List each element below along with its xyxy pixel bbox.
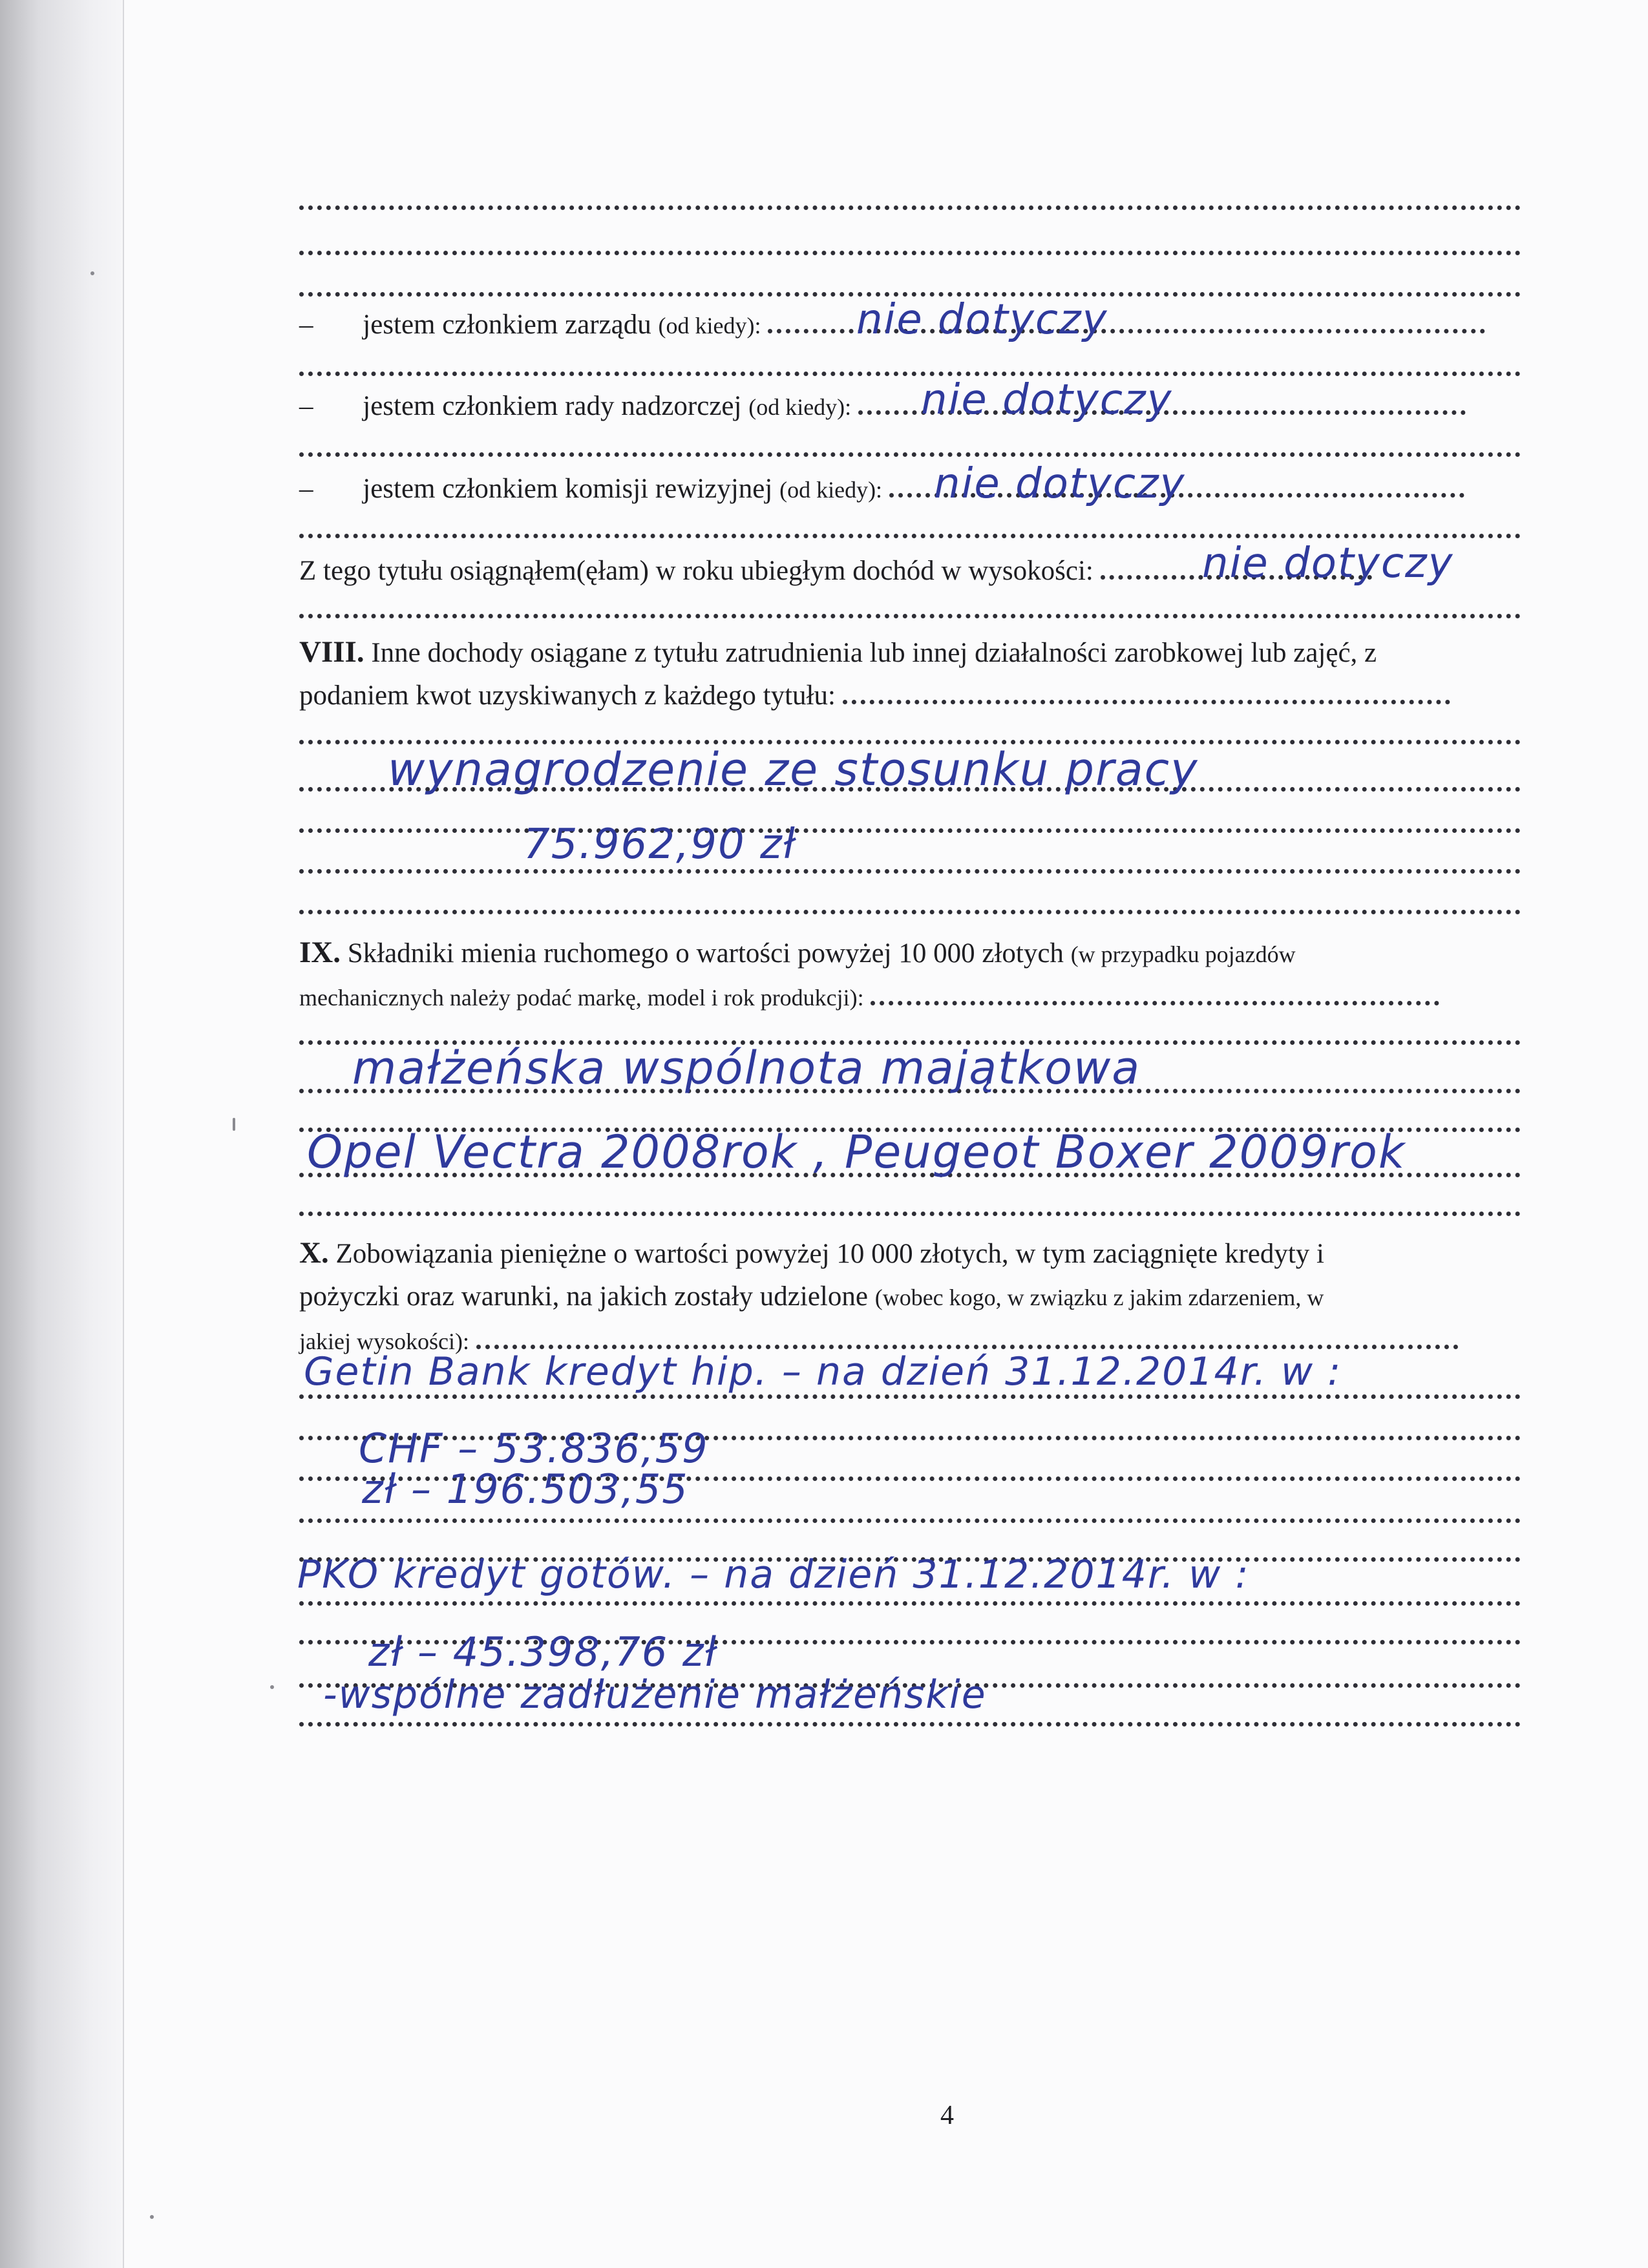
section-x-text2: pożyczki oraz warunki, na jakich zostały udzielone xyxy=(299,1281,868,1312)
handwritten-audit-answer: nie dotyczy xyxy=(934,460,1186,508)
dash: – xyxy=(299,474,313,504)
section-ix-line1 xyxy=(299,934,1521,973)
section-viii-text1: Inne dochody osiągane z tytułu zatrudnienia lub innej działalności zarobkowej lub zajęć, z xyxy=(371,638,1377,668)
board-audit-row xyxy=(299,470,1521,509)
section-ix-line2 xyxy=(299,978,1521,1016)
dotted-line xyxy=(299,205,1521,210)
section-x-line1 xyxy=(299,1234,1521,1273)
section-x-number: X. xyxy=(299,1236,329,1270)
dotted-line xyxy=(299,1518,1521,1523)
handwritten-management-answer: nie dotyczy xyxy=(856,296,1108,344)
handwritten-x-answer4: PKO kredyt gotów. – na dzień 31.12.2014r. w : xyxy=(297,1552,1250,1597)
management-label: jestem członkiem zarządu xyxy=(363,310,651,340)
dotted-line xyxy=(299,1722,1521,1727)
section-viii-text2: podaniem kwot uzyskiwanych z każdego tytułu: xyxy=(299,680,836,711)
dotted-line xyxy=(299,452,1521,457)
section-viii-line2 xyxy=(299,677,1521,715)
section-ix-text2: mechanicznych należy podać markę, model i rok produkcji): xyxy=(299,985,864,1011)
section-ix-number: IX. xyxy=(299,936,341,969)
income-label: Z tego tytułu osiągnąłem(ęłam) w roku ubiegłym dochód w wysokości: xyxy=(299,556,1093,586)
dotted-line xyxy=(299,869,1521,874)
handwritten-ix-answer1: małżeńska wspólnota majątkowa xyxy=(352,1042,1141,1095)
handwritten-x-answer6: -wspólne zadłużenie małżeńskie xyxy=(323,1672,987,1717)
scan-speck xyxy=(233,1118,235,1131)
management-note: (od kiedy): xyxy=(658,313,761,339)
section-ix-text1-small: (w przypadku pojazdów xyxy=(1070,941,1296,967)
scan-speck xyxy=(90,271,94,275)
dash: – xyxy=(299,310,313,340)
dotted-line xyxy=(299,1601,1521,1606)
handwritten-ix-answer2: Opel Vectra 2008rok , Peugeot Boxer 2009rok xyxy=(307,1126,1406,1179)
section-x-text2-small: (wobec kogo, w związku z jakim zdarzeniem, w xyxy=(874,1285,1324,1310)
audit-note: (od kiedy): xyxy=(779,477,883,503)
section-x-line2 xyxy=(299,1278,1521,1316)
dotted-line xyxy=(299,1212,1521,1216)
handwritten-supervisory-answer: nie dotyczy xyxy=(921,376,1173,424)
section-x-text3: jakiej wysokości): xyxy=(299,1328,469,1354)
section-viii-line1 xyxy=(299,633,1521,672)
dotted-line xyxy=(299,372,1521,376)
handwritten-viii-answer1: wynagrodzenie ze stosunku pracy xyxy=(388,743,1199,796)
board-supervisory-row xyxy=(299,388,1521,426)
section-viii-number: VIII. xyxy=(299,635,364,669)
scan-speck xyxy=(150,2215,154,2219)
handwritten-x-answer1: Getin Bank kredyt hip. – na dzień 31.12.2014r. w : xyxy=(304,1349,1342,1394)
dotted-line xyxy=(299,910,1521,914)
handwritten-income-answer: nie dotyczy xyxy=(1202,540,1454,587)
dotted-line xyxy=(299,251,1521,255)
section-ix-text1: Składniki mienia ruchomego o wartości powyżej 10 000 złotych xyxy=(347,938,1064,969)
handwritten-x-answer3: zł – 196.503,55 xyxy=(362,1465,689,1513)
section-x-text1: Zobowiązania pieniężne o wartości powyżej 10 000 złotych, w tym zaciągnięte kredyty i xyxy=(335,1239,1324,1269)
supervisory-note: (od kiedy): xyxy=(748,394,852,420)
dotted-line xyxy=(299,614,1521,618)
dotted-line xyxy=(299,828,1521,833)
dash: – xyxy=(299,391,313,421)
page-number: 4 xyxy=(940,2101,954,2130)
dotted-line xyxy=(299,534,1521,538)
dotted-line xyxy=(299,1394,1521,1399)
fill-dots xyxy=(476,1338,1459,1349)
scan-speck xyxy=(270,1685,274,1689)
handwritten-viii-answer2: 75.962,90 zł xyxy=(523,821,797,868)
scan-edge-shadow xyxy=(0,0,123,2268)
handwritten-x-answer5: zł – 45.398,76 zł xyxy=(368,1628,718,1675)
handwritten-x-answer2: CHF – 53.836,59 xyxy=(359,1425,709,1472)
fill-dots xyxy=(843,693,1450,704)
supervisory-label: jestem członkiem rady nadzorczej xyxy=(363,391,742,421)
fill-dots xyxy=(871,994,1439,1005)
audit-label: jestem członkiem komisji rewizyjnej xyxy=(363,474,773,504)
